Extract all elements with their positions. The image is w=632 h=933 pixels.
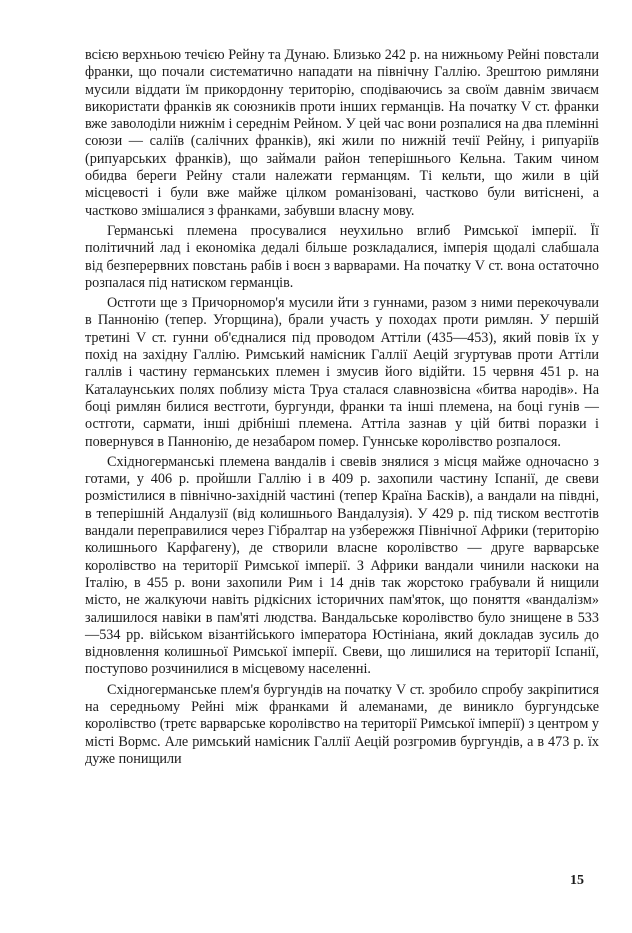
paragraph-roman-empire-decline: Германські племена просувалися неухильно вглиб Римської імперії. Її політичний лад і економіка дедалі більше розкладалися, імперія щодалі слабшала від безперервних повстань рабів і воєн з варварами. На початку V ст. вона остаточно розпалася під натиском германців. [85, 222, 599, 291]
paragraph-burgundians: Східногерманське плем'я бургундів на початку V ст. зробило спробу закріпитися на середньому Рейні між франками й алеманами, де виникло бургундське королівство (третє варварське королівство на території Римської імперії) з центром у місті Вормс. Але римський намісник Галлії Аецій розгромив бургундів, а в 473 р. їх дуже понищили [85, 681, 599, 767]
paragraph-ostrogoths-huns: Остготи ще з Причорномор'я мусили йти з гуннами, разом з ними перекочували в Паннонію (тепер. Угорщина), брали участь у походах проти римлян. У першій третині V ст. гунни об'єдналися під проводом Аттіли (435—453), який повів їх у похід на західну Галлію. Римський намісник Галлії Аецій згуртував проти Аттіли галлів і частину германських племен і змусив його відійти. 15 червня 451 р. на Каталаунських полях поблизу міста Труа сталася славнозвісна «битва народів». На боці римлян билися вестготи, бургунди, франки та інші племена, на боці гунів — остготи, сармати, інші дрібніші племена. Аттіла зазнав у цій битві поразки і повернувся в Паннонію, де незабаром помер. Гуннське королівство розпалося. [85, 295, 599, 450]
page-number: 15 [570, 873, 584, 888]
paragraph-franks: всією верхньою течією Рейну та Дунаю. Близько 242 р. на нижньому Рейні повстали франки, що почали систематично нападати на північну Галлію. Зрештою римляни мусили віддати їм прикордонну територію, сподіваючись за своїм давнім звичаєм використати франків як союзників проти інших германців. На початку V ст. франки вже заволоділи нижнім і середнім Рейном. У цей час вони розпалися на два племінні союзи — саліїв (салічних франків), які жили по нижній течії Рейну, і рипуаріїв (рипуарських франків), що займали район теперішнього Кельна. Таким чином обидва береги Рейну стали належати германцям. Ті кельти, що жили в цій місцевості і були вже майже цілком романізовані, частково були витіснені, а частково змішалися з франками, забувши власну мову. [85, 47, 599, 219]
paragraph-vandals-suevi: Східногерманські племена вандалів і свевів знялися з місця майже одночасно з готами, у 406 р. пройшли Галлію і в 409 р. захопили частину Іспанії, де свеви розмістилися в північно-західній частині (тепер Країна Басків), а вандали на півдні, в теперішній Андалузії (від колишнього Вандалузія). У 429 р. під тиском вестготів вандали переправилися через Гібралтар на узбережжя Північної Африки (територію колишнього Карфагену), де створили власне королівство — друге варварське королівство на території Римської імперії. З Африки вандали чинили наскоки на Італію, в 455 р. вони захопили Рим і 14 днів так жорстоко грабували й нищили місто, не жалкуючи навіть рідкісних історичних пам'яток, що поняття «вандалізм» залишилося навіки в пам'яті людства. Вандальське королівство було знищене в 533—534 рр. військом візантійського імператора Юстініана, який докладав зусиль до відновлення колишньої Римської імперії. Свеви, що лишилися на території Іспанії, поступово розчинилися в місцевому населенні. [85, 453, 599, 678]
